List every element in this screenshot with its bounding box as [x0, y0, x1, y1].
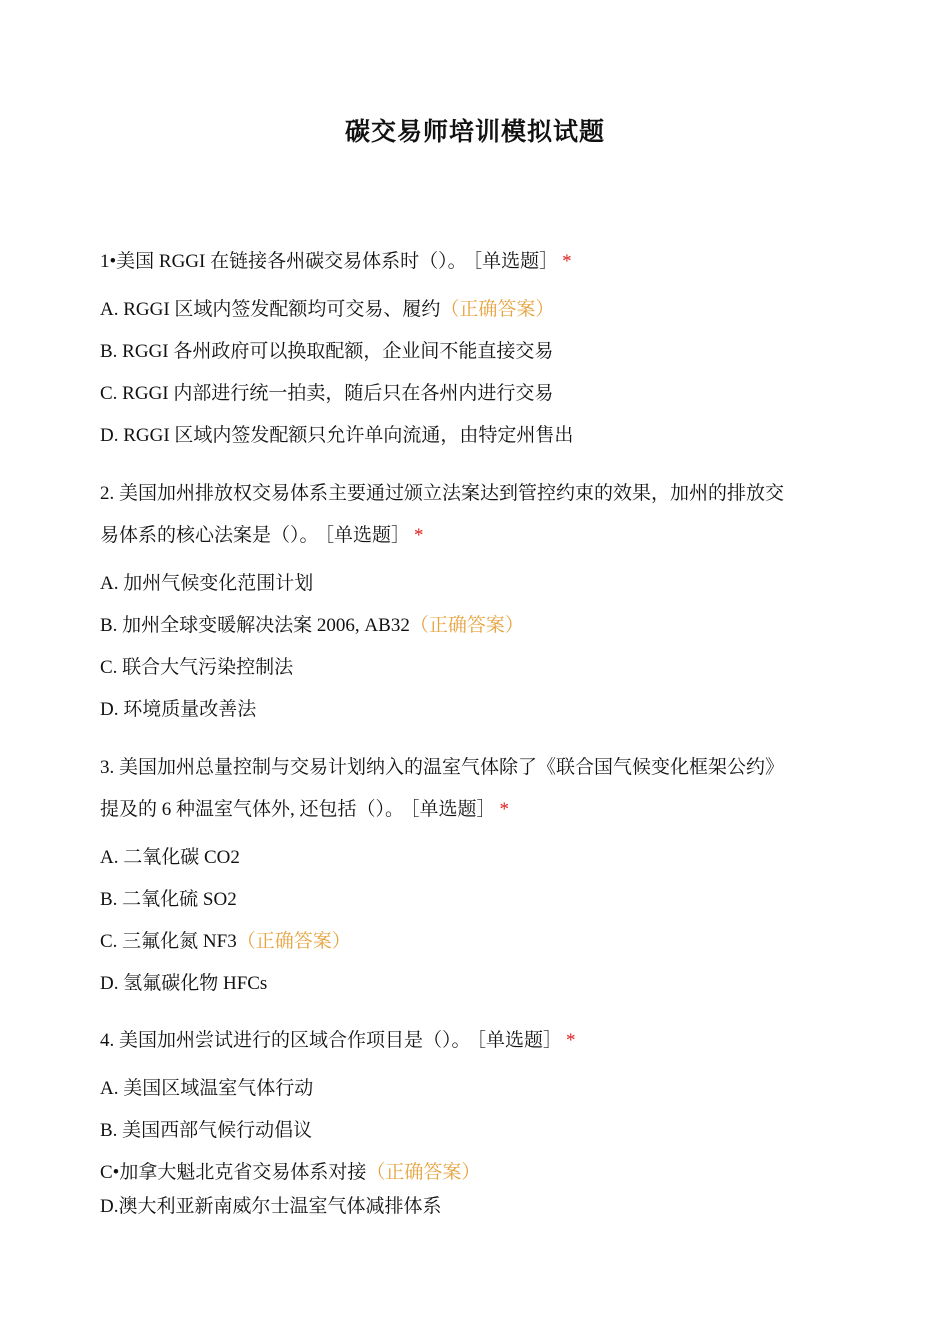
- question-stem-line: 易体系的核心法案是（）。 ［单选题］ *: [100, 525, 424, 546]
- question-stem-line: 1•美国 RGGI 在链接各州碳交易体系时（）。 ［单选题］ *: [100, 251, 572, 272]
- correct-answer-tag: （正确答案）: [366, 1162, 481, 1183]
- required-star: *: [414, 525, 424, 546]
- question-stem-line: 提及的 6 种温室气体外, 还包括（）。 ［单选题］ *: [100, 799, 510, 820]
- required-star: *: [562, 251, 572, 272]
- page-title: 碳交易师培训模拟试题: [344, 117, 605, 146]
- option-a: A. 二氧化碳 CO2: [100, 847, 240, 868]
- correct-answer-tag: （正确答案）: [440, 299, 555, 320]
- option-a: A. RGGI 区域内签发配额均可交易、履约（正确答案）: [100, 299, 555, 320]
- question-type: ［单选题］: [476, 1030, 563, 1051]
- option-c: C. 三氟化氮 NF3（正确答案）: [100, 931, 351, 952]
- question-stem-line: 2. 美国加州排放权交易体系主要通过颁立法案达到管控约束的效果，加州的排放交: [100, 483, 785, 504]
- correct-answer-tag: （正确答案）: [236, 931, 351, 952]
- option-b: B. 二氧化硫 SO2: [100, 889, 237, 910]
- option-d: D. 环境质量改善法: [100, 699, 257, 720]
- option-c: C•加拿大魁北克省交易体系对接（正确答案）: [100, 1162, 481, 1183]
- question-stem-line: 4. 美国加州尝试进行的区域合作项目是（）。 ［单选题］ *: [100, 1030, 576, 1051]
- question-type: ［单选题］: [324, 525, 411, 546]
- option-b: B. 加州全球变暖解决法案 2006, AB32（正确答案）: [100, 615, 524, 636]
- question-stem-line: 3. 美国加州总量控制与交易计划纳入的温室气体除了《联合国气候变化框架公约》: [100, 757, 785, 778]
- option-b: B. RGGI 各州政府可以换取配额，企业间不能直接交易: [100, 341, 554, 362]
- option-d: D.澳大利亚新南威尔士温室气体减排体系: [100, 1196, 442, 1217]
- option-d: D. RGGI 区域内签发配额只允许单向流通，由特定州售出: [100, 425, 574, 446]
- option-c: C. 联合大气污染控制法: [100, 657, 294, 678]
- question-type: ［单选题］: [472, 251, 559, 272]
- option-d: D. 氢氟碳化物 HFCs: [100, 973, 268, 994]
- question-type: ［单选题］: [410, 799, 496, 820]
- required-star: *: [566, 1030, 576, 1051]
- correct-answer-tag: （正确答案）: [409, 615, 524, 636]
- required-star: *: [499, 799, 510, 820]
- option-a: A. 美国区域温室气体行动: [100, 1078, 314, 1099]
- option-a: A. 加州气候变化范围计划: [100, 573, 314, 594]
- option-b: B. 美国西部气候行动倡议: [100, 1120, 313, 1141]
- option-c: C. RGGI 内部进行统一拍卖，随后只在各州内进行交易: [100, 383, 554, 404]
